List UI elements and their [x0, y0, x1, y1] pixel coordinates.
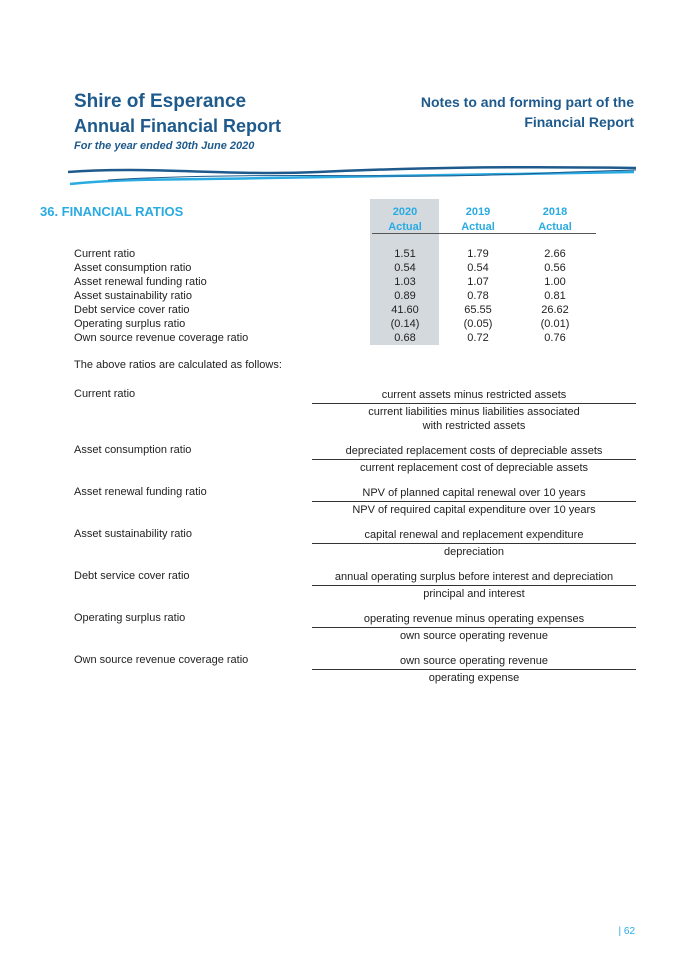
formula-numerator: depreciated replacement costs of depreciable assets	[312, 444, 636, 460]
ratio-value-2018: 0.56	[544, 262, 566, 274]
formula-denominator: current replacement cost of depreciable assets	[359, 462, 589, 474]
formula-denominator-continued: with restricted assets	[422, 420, 526, 432]
ratio-label: Current ratio	[74, 248, 136, 260]
formula-numerator: annual operating surplus before interest and depreciation	[312, 570, 636, 586]
formula-denominator: operating expense	[428, 672, 520, 684]
ratio-value-2018: 2.66	[544, 248, 566, 260]
formula-numerator: operating revenue minus operating expenses	[312, 612, 636, 628]
column-year: 2020	[392, 206, 418, 218]
ratio-value-2019: 0.54	[467, 262, 489, 274]
formulas-intro: The above ratios are calculated as follows:	[74, 359, 282, 371]
formula-label: Debt service cover ratio	[74, 570, 190, 582]
column-label: Actual	[461, 221, 495, 233]
ratio-value-2020: 0.54	[394, 262, 416, 274]
column-header-2018	[525, 205, 585, 235]
formula-fraction	[312, 388, 636, 433]
formula-denominator: NPV of required capital expenditure over 10 years	[352, 504, 596, 516]
formula-denominator: depreciation	[444, 546, 504, 558]
formula-fraction	[312, 444, 636, 475]
formula-label: Current ratio	[74, 388, 136, 400]
ratio-value-2019: 1.79	[467, 248, 489, 260]
formula-denominator: own source operating revenue	[400, 630, 548, 642]
formula-label: Operating surplus ratio	[74, 612, 186, 624]
ratio-label: Own source revenue coverage ratio	[74, 332, 249, 344]
formula-label: Asset sustainability ratio	[74, 528, 192, 540]
formula-label: Asset renewal funding ratio	[74, 486, 207, 498]
header-wave-decoration	[68, 160, 638, 190]
notes-heading-line2: Financial Report	[524, 114, 634, 130]
formula-label: Own source revenue coverage ratio	[74, 654, 249, 666]
ratio-value-2020: 1.03	[394, 276, 416, 288]
column-year: 2018	[542, 206, 568, 218]
section-title: 36. FINANCIAL RATIOS	[40, 204, 184, 219]
ratio-value-2019: 0.78	[467, 290, 489, 302]
ratio-value-2019: 0.72	[467, 332, 489, 344]
page-number: | 62	[618, 926, 635, 937]
ratio-value-2020: 0.89	[394, 290, 416, 302]
ratio-value-2019: 65.55	[464, 304, 492, 316]
ratio-value-2018: 1.00	[544, 276, 566, 288]
ratio-row-debt-service	[74, 303, 594, 317]
report-period: For the year ended 30th June 2020	[74, 140, 255, 152]
ratio-value-2019: (0.05)	[463, 318, 493, 330]
ratio-value-2020: 0.68	[394, 332, 416, 344]
formula-fraction	[312, 612, 636, 643]
ratio-row-own-source-revenue	[74, 331, 594, 345]
ratio-label: Asset consumption ratio	[74, 262, 192, 274]
formula-denominator: current liabilities minus liabilities associated	[368, 406, 580, 418]
ratio-row-operating-surplus	[74, 317, 594, 331]
column-label: Actual	[388, 221, 422, 233]
ratio-value-2020: 41.60	[391, 304, 419, 316]
ratio-value-2018: 0.76	[544, 332, 566, 344]
report-title: Annual Financial Report	[74, 116, 282, 136]
formula-fraction	[312, 570, 636, 601]
formula-numerator: current assets minus restricted assets	[312, 388, 636, 404]
ratio-value-2018: 26.62	[541, 304, 569, 316]
ratio-row-current	[74, 247, 594, 261]
formula-fraction	[312, 528, 636, 559]
formula-numerator: own source operating revenue	[312, 654, 636, 670]
formula-fraction	[312, 486, 636, 517]
wave-line-dark	[68, 167, 636, 173]
ratio-row-asset-consumption	[74, 261, 594, 275]
ratio-value-2018: (0.01)	[540, 318, 570, 330]
header-divider	[372, 233, 596, 234]
ratio-value-2020: (0.14)	[390, 318, 420, 330]
notes-heading-line1: Notes to and forming part of the	[420, 94, 634, 110]
formula-fraction	[312, 654, 636, 685]
ratio-label: Asset renewal funding ratio	[74, 276, 207, 288]
formula-numerator: capital renewal and replacement expenditure	[312, 528, 636, 544]
organisation-name: Shire of Esperance	[74, 91, 247, 112]
formula-denominator: principal and interest	[423, 588, 525, 600]
ratio-value-2020: 1.51	[394, 248, 416, 260]
ratio-value-2019: 1.07	[467, 276, 489, 288]
ratio-label: Debt service cover ratio	[74, 304, 190, 316]
ratio-row-asset-sustainability	[74, 289, 594, 303]
ratio-value-2018: 0.81	[544, 290, 566, 302]
ratio-row-asset-renewal	[74, 275, 594, 289]
ratio-label: Operating surplus ratio	[74, 318, 186, 330]
column-year: 2019	[465, 206, 491, 218]
column-header-2020	[375, 205, 435, 235]
formula-numerator: NPV of planned capital renewal over 10 years	[312, 486, 636, 502]
column-header-2019	[448, 205, 508, 235]
ratio-label: Asset sustainability ratio	[74, 290, 192, 302]
formula-label: Asset consumption ratio	[74, 444, 192, 456]
column-label: Actual	[538, 221, 572, 233]
notes-heading	[421, 92, 634, 132]
